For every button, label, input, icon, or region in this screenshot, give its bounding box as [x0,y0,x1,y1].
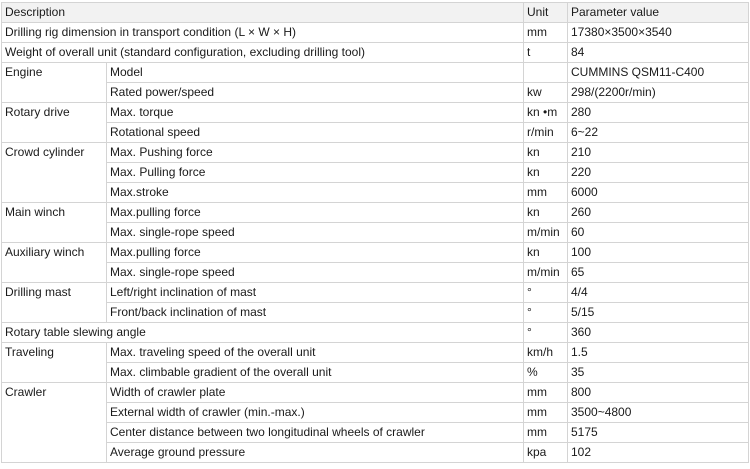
table-row [2,163,749,183]
description-cell: Drilling rig dimension in transport condition (L × W × H) [2,23,524,43]
unit-cell: kn [524,243,568,263]
value-cell: 6~22 [568,123,749,143]
value-cell: 6000 [568,183,749,203]
value-cell: 65 [568,263,749,283]
table-header-row [2,3,749,23]
table-row [2,363,749,383]
unit-cell: mm [524,423,568,443]
parameter-label: External width of crawler (min.-max.) [107,403,524,423]
table-row [2,203,749,223]
value-cell: CUMMINS QSM11-C400 [568,63,749,83]
parameter-label: Max.pulling force [107,243,524,263]
value-cell: 220 [568,163,749,183]
table-row [2,283,749,303]
unit-cell: kpa [524,443,568,463]
parameter-label: Center distance between two longitudinal wheels of crawler [107,423,524,443]
value-cell: 210 [568,143,749,163]
value-cell: 260 [568,203,749,223]
group-label: Engine [2,63,107,103]
value-cell: 298/(2200r/min) [568,83,749,103]
table-row [2,303,749,323]
parameter-label: Average ground pressure [107,443,524,463]
parameter-label: Max. torque [107,103,524,123]
table-row [2,83,749,103]
parameter-label: Max.pulling force [107,203,524,223]
value-cell: 5175 [568,423,749,443]
table-row [2,403,749,423]
value-cell: 102 [568,443,749,463]
group-label: Traveling [2,343,107,383]
unit-cell: kn [524,203,568,223]
table-row [2,63,749,83]
parameter-label: Width of crawler plate [107,383,524,403]
value-cell: 35 [568,363,749,383]
unit-cell: m/min [524,223,568,243]
unit-cell: ° [524,323,568,343]
table-row [2,323,749,343]
unit-cell: mm [524,23,568,43]
value-cell: 360 [568,323,749,343]
unit-cell: mm [524,403,568,423]
parameter-label: Front/back inclination of mast [107,303,524,323]
value-cell: 60 [568,223,749,243]
value-cell: 1.5 [568,343,749,363]
unit-cell: mm [524,383,568,403]
value-cell: 4/4 [568,283,749,303]
group-label: Rotary drive [2,103,107,143]
unit-cell: kw [524,83,568,103]
parameter-label: Max. climbable gradient of the overall unit [107,363,524,383]
description-cell: Rotary table slewing angle [2,323,524,343]
value-cell: 800 [568,383,749,403]
table-row [2,43,749,63]
header-unit: Unit [524,3,568,23]
group-label: Drilling mast [2,283,107,323]
table-row [2,243,749,263]
group-label: Crawler [2,383,107,463]
table-row [2,183,749,203]
spec-table [1,2,749,463]
unit-cell: t [524,43,568,63]
parameter-label: Max. Pulling force [107,163,524,183]
value-cell: 100 [568,243,749,263]
parameter-label: Left/right inclination of mast [107,283,524,303]
unit-cell: km/h [524,343,568,363]
parameter-label: Max. Pushing force [107,143,524,163]
unit-cell: % [524,363,568,383]
group-label: Crowd cylinder [2,143,107,203]
unit-cell: ° [524,303,568,323]
group-label: Auxiliary winch [2,243,107,283]
unit-cell: ° [524,283,568,303]
parameter-label: Rated power/speed [107,83,524,103]
table-row [2,123,749,143]
parameter-label: Rotational speed [107,123,524,143]
table-row [2,383,749,403]
parameter-label: Max. single-rope speed [107,223,524,243]
table-row [2,343,749,363]
value-cell: 17380×3500×3540 [568,23,749,43]
table-row [2,143,749,163]
value-cell: 3500~4800 [568,403,749,423]
parameter-label: Max. single-rope speed [107,263,524,283]
value-cell: 84 [568,43,749,63]
parameter-label: Max. traveling speed of the overall unit [107,343,524,363]
parameter-label: Max.stroke [107,183,524,203]
parameter-label: Model [107,63,524,83]
table-row [2,443,749,463]
unit-cell: kn [524,163,568,183]
table-row [2,263,749,283]
table-row [2,23,749,43]
unit-cell [524,63,568,83]
value-cell: 280 [568,103,749,123]
value-cell: 5/15 [568,303,749,323]
unit-cell: m/min [524,263,568,283]
table-row [2,103,749,123]
header-value: Parameter value [568,3,749,23]
unit-cell: mm [524,183,568,203]
unit-cell: kn •m [524,103,568,123]
description-cell: Weight of overall unit (standard configuration, excluding drilling tool) [2,43,524,63]
table-row [2,423,749,443]
table-row [2,223,749,243]
unit-cell: r/min [524,123,568,143]
unit-cell: kn [524,143,568,163]
group-label: Main winch [2,203,107,243]
spec-table-body [2,3,749,463]
header-description: Description [2,3,524,23]
